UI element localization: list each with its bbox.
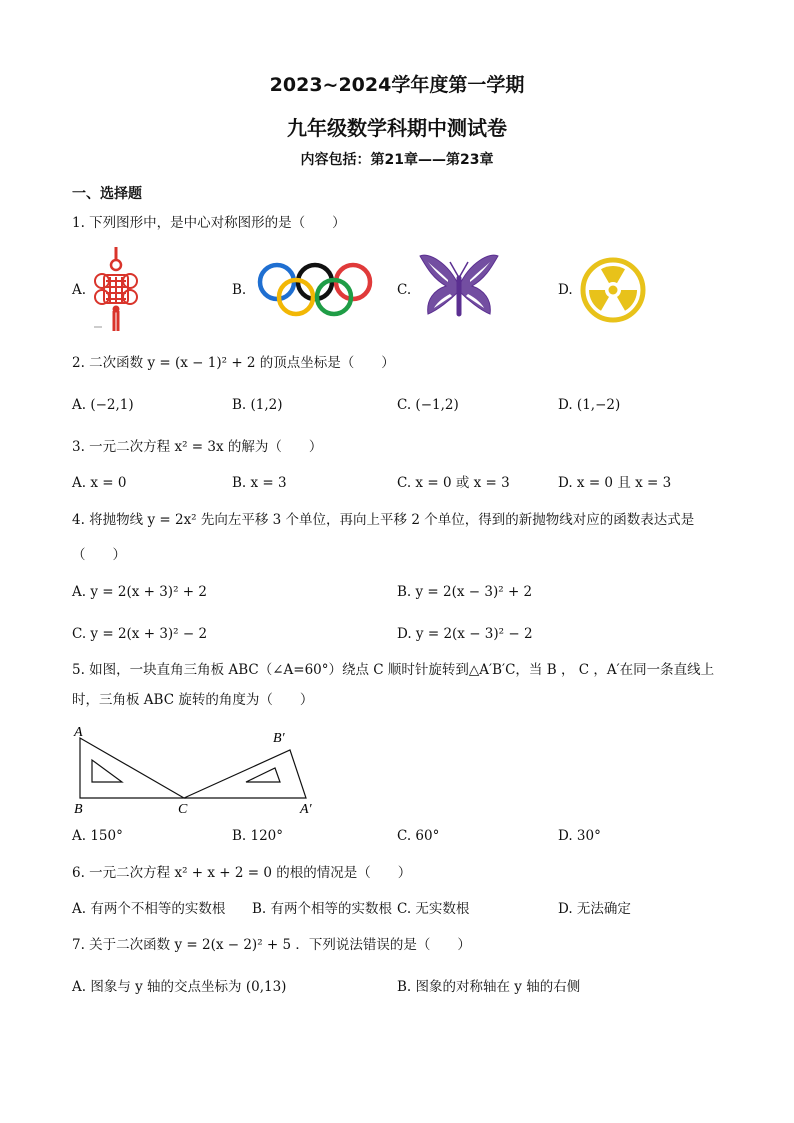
q3-option-a: A. x = 0 [72,475,127,491]
exam-scope: 内容包括：第21章——第23章 [300,152,494,168]
chinese-knot-image [88,247,144,331]
label-b: B [74,802,83,817]
q5-option-c: C. 60° [397,828,440,844]
question-6-stem: 6. 一元二次方程 x² + x + 2 = 0 的根的情况是（ ） [72,865,412,881]
q1-option-c-label: C. [397,282,412,298]
q6-option-a: A. 有两个不相等的实数根 [72,901,226,917]
label-a: A [74,725,83,740]
q3-option-c: C. x = 0 或 x = 3 [397,475,510,491]
q6-option-d: D. 无法确定 [558,901,631,917]
label-c: C [178,802,188,817]
radiation-symbol-image [579,256,647,324]
q3-option-d: D. x = 0 且 x = 3 [558,475,672,491]
q2-option-d: D. (1,−2) [558,397,621,413]
q1-option-d-label: D. [558,282,573,298]
q4-option-c: C. y = 2(x + 3)² − 2 [72,626,208,642]
q3-option-b: B. x = 3 [232,475,287,491]
butterfly-image [418,252,500,326]
q1-option-b-label: B. [232,282,247,298]
question-7-stem: 7. 关于二次函数 y = 2(x − 2)² + 5 ．下列说法错误的是（ ） [72,937,471,953]
exam-title-year: 2023~2024学年度第一学期 [269,74,525,96]
q1-option-a-label: A. [72,282,87,298]
label-a-prime: A′ [300,802,312,817]
rotated-triangles-figure [70,718,330,818]
q4-option-b: B. y = 2(x − 3)² + 2 [397,584,533,600]
q2-option-b: B. (1,2) [232,397,283,413]
q7-option-a: A. 图象与 y 轴的交点坐标为 (0,13) [72,979,287,995]
q5-option-d: D. 30° [558,828,601,844]
q5-option-b: B. 120° [232,828,284,844]
q4-option-a: A. y = 2(x + 3)² + 2 [72,584,207,600]
q7-option-b: B. 图象的对称轴在 y 轴的右侧 [397,979,581,995]
q2-option-a: A. (−2,1) [72,397,134,413]
question-5-stem: 5. 如图，一块直角三角板 ABC（∠A=60°）绕点 C 顺时针旋转到△A′B′C，当 B ， C ，A′在同一条直线上 [72,662,715,678]
q6-option-c: C. 无实数根 [397,901,470,917]
question-2-stem: 2. 二次函数 y = (x − 1)² + 2 的顶点坐标是（ ） [72,355,395,371]
question-5-stem-continued: 时，三角板 ABC 旋转的角度为（ ） [72,692,314,708]
q6-option-b: B. 有两个相等的实数根 [252,901,393,917]
label-b-prime: B′ [273,731,285,746]
q2-option-c: C. (−1,2) [397,397,459,413]
q5-option-a: A. 150° [72,828,123,844]
question-4-stem: 4. 将抛物线 y = 2x² 先向左平移 3 个单位，再向上平移 2 个单位，得到的新抛物线对应的函数表达式是 [72,512,695,528]
olympic-rings-image [256,260,374,318]
section-heading: 一、选择题 [72,186,142,202]
question-4-stem-continued: （ ） [72,547,126,563]
question-3-stem: 3. 一元二次方程 x² = 3x 的解为（ ） [72,439,323,455]
question-1-stem: 1. 下列图形中，是中心对称图形的是（ ） [72,215,346,231]
q4-option-d: D. y = 2(x − 3)² − 2 [397,626,533,642]
exam-title-subject: 九年级数学科期中测试卷 [287,116,507,140]
